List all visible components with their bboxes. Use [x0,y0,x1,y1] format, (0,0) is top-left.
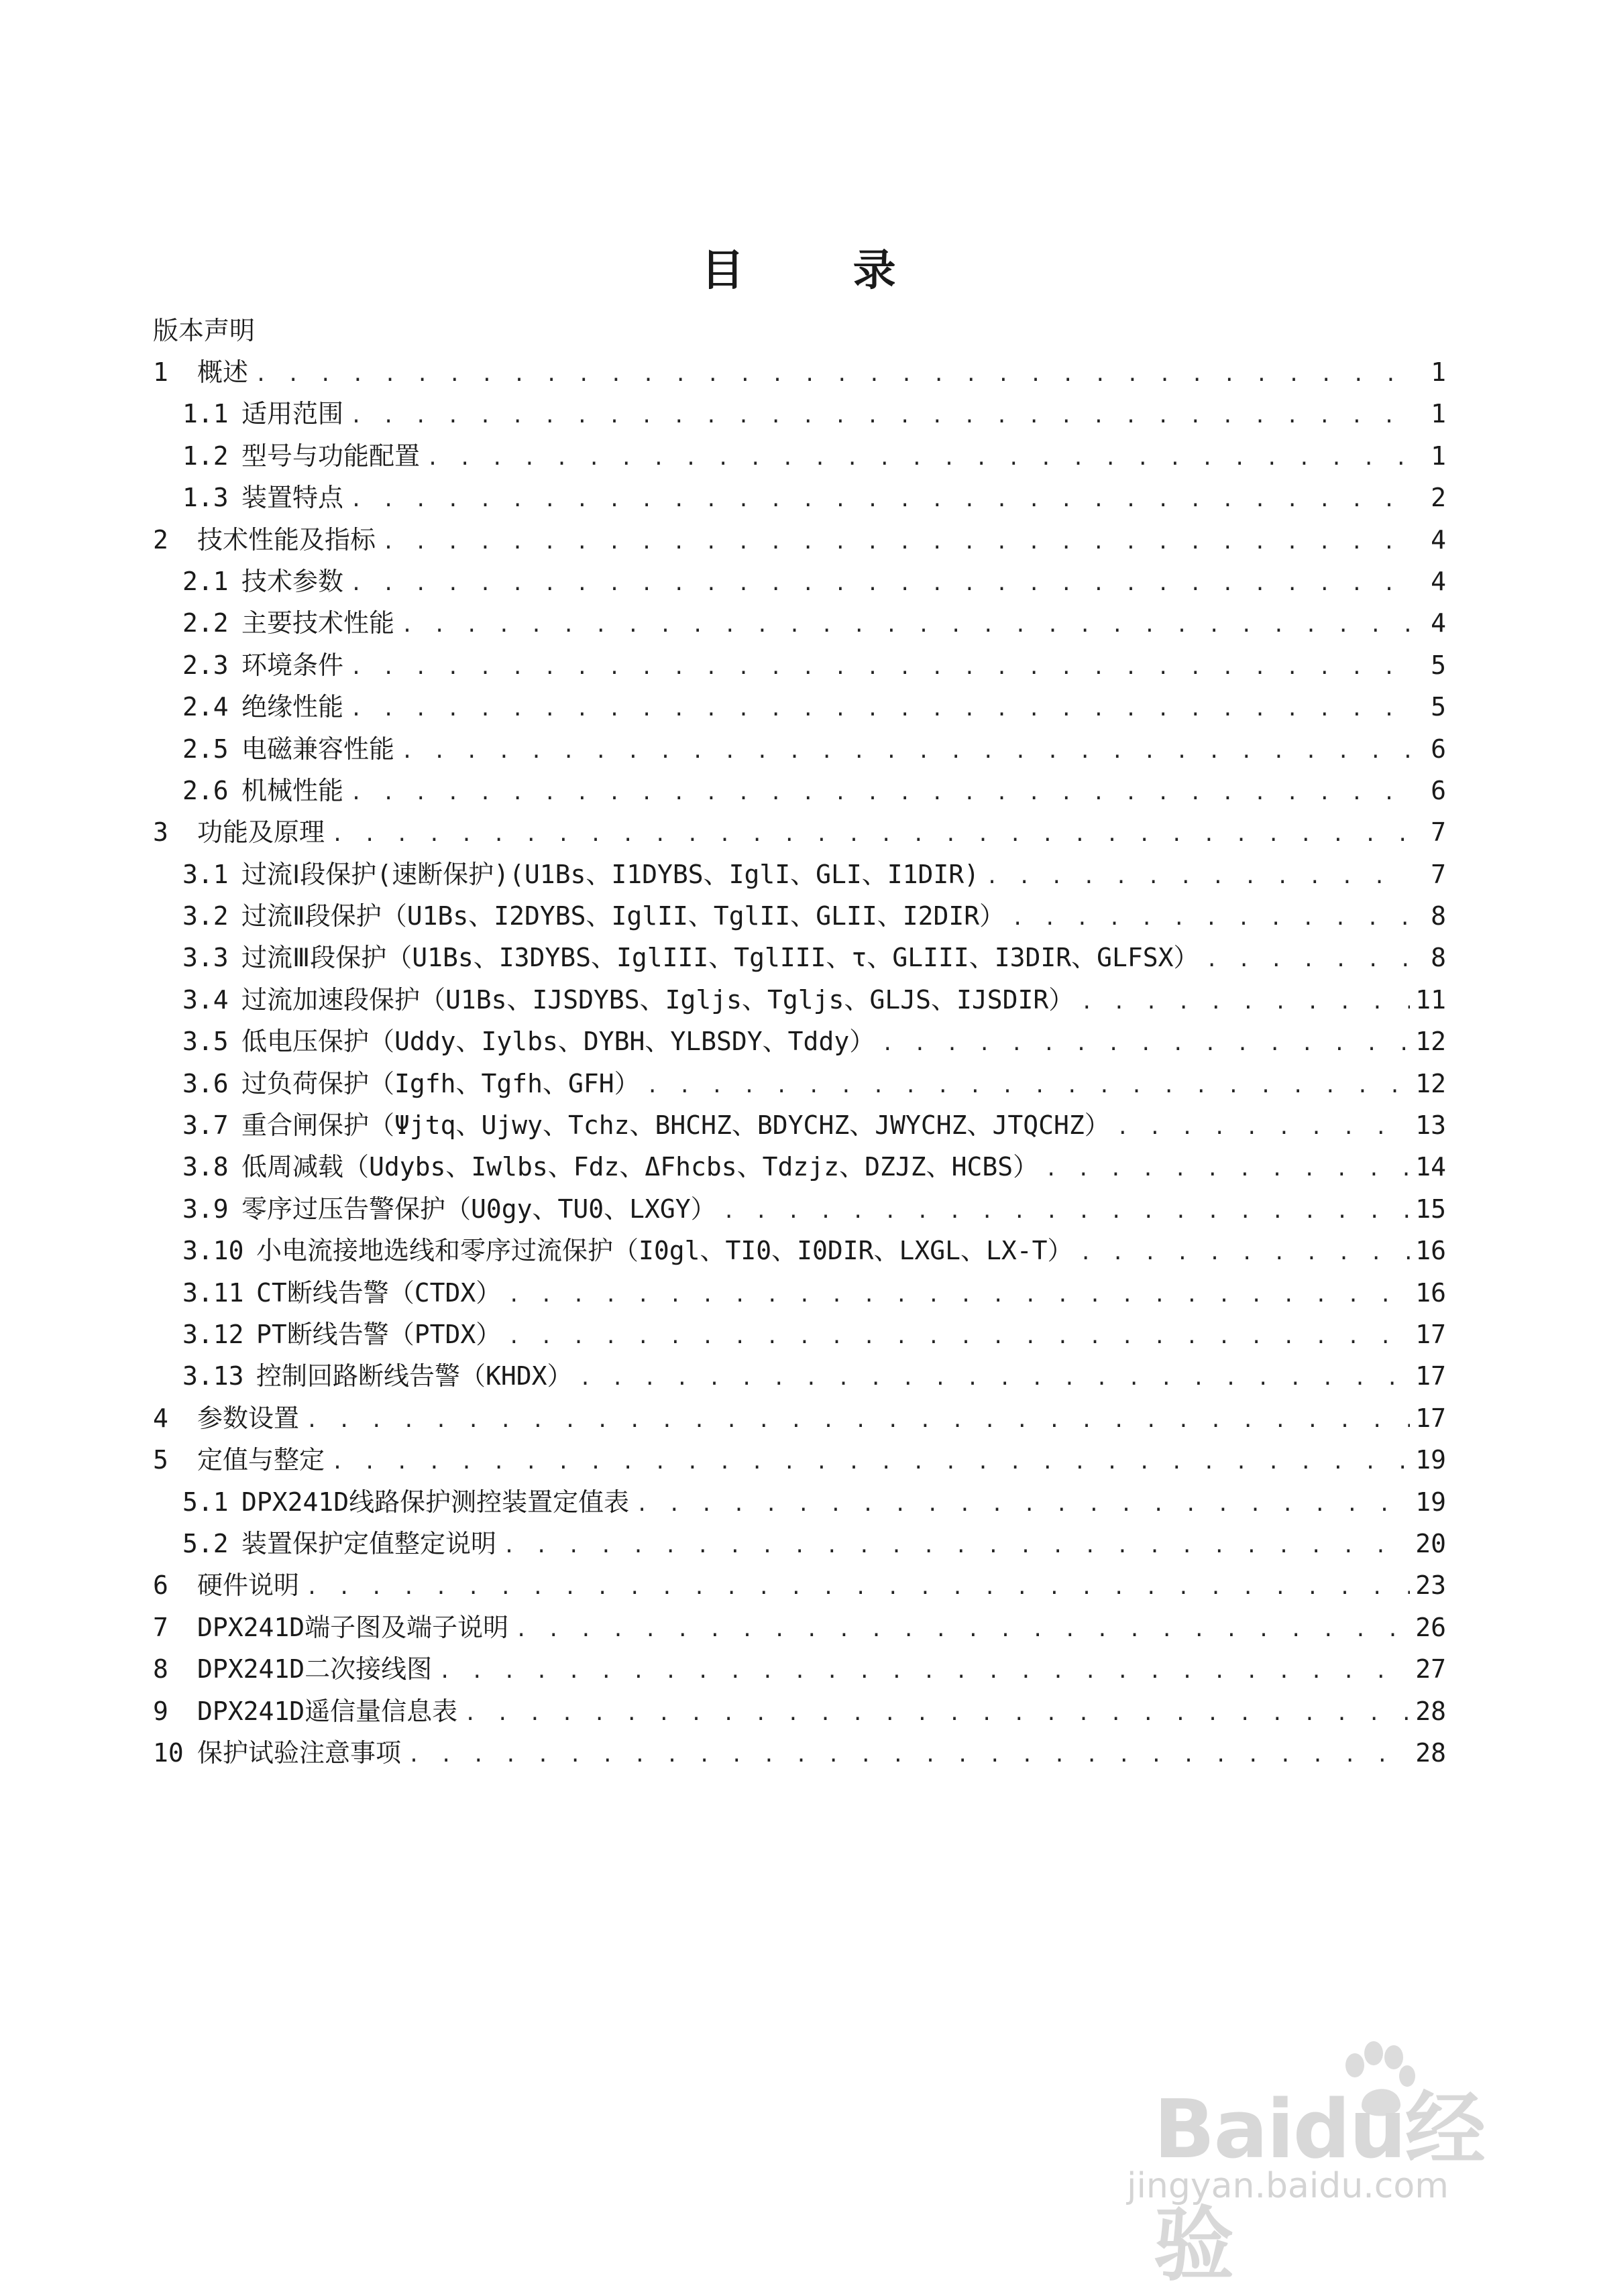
toc-entry-number: 5 [153,1445,168,1475]
toc-entry-label: 环境条件 [241,650,344,680]
toc-leader-dots [350,479,1410,521]
toc-entry-page: 28 [1415,1696,1446,1726]
toc-leader-dots [1080,1232,1410,1274]
toc-entry-page: 4 [1431,608,1446,638]
toc-entry-number: 3.8 [182,1152,229,1182]
toc-leader-dots [306,1400,1410,1442]
toc-entry[interactable] [153,1439,1446,1481]
toc-entry-page: 4 [1431,524,1446,555]
toc-entry-label: DPX241D端子图及端子说明 [197,1612,509,1642]
toc-entry-label: 过流Ⅰ段保护(速断保护)(U1Bs、I1DYBS、IglI、GLI、I1DIR) [241,859,980,889]
toc-entry-label: PT断线告警（PTDX） [256,1319,502,1349]
toc-entry-label: 型号与功能配置 [241,441,421,471]
toc-entry-page: 6 [1431,734,1446,764]
toc-leader-dots [723,1191,1410,1232]
toc-entry-number: 1.1 [182,399,229,429]
toc-entry-label: 零序过压告警保护（U0gy、TU0、LXGY） [241,1194,716,1224]
toc-leader-dots [401,605,1410,646]
toc-entry-page: 27 [1415,1654,1446,1684]
toc-entry[interactable] [153,1021,1446,1062]
toc-entry-number: 1.2 [182,441,229,471]
toc-entry-label: 硬件说明 [197,1570,300,1601]
toc-entry-label: 装置保护定值整定说明 [241,1528,497,1558]
toc-entry-label: 控制回路断线告警（KHDX） [256,1361,573,1391]
toc-leader-dots [331,1442,1410,1483]
page-title: 目 录 [701,246,943,296]
toc-entry-page: 13 [1415,1110,1446,1141]
toc-entry-label: 过流Ⅲ段保护（U1Bs、I3DYBS、IglIII、TglIII、τ、GLIII、I3DIR、GLFSX） [241,943,1199,973]
toc-entry-page: 17 [1415,1403,1446,1433]
watermark [1113,2039,1502,2292]
toc-entry-number: 3.9 [182,1194,229,1224]
toc-leader-dots [636,1484,1410,1526]
toc-entry-number: 2.1 [182,566,229,596]
toc-leader-dots [1081,982,1410,1023]
toc-entry-number: 7 [153,1612,168,1642]
toc-entry-page: 2 [1431,483,1446,513]
toc-leader-dots [255,354,1410,396]
toc-entry-label: 技术性能及指标 [197,524,376,555]
toc-entry[interactable] [153,770,1446,811]
toc-entry[interactable] [153,686,1446,728]
toc-entry-page: 1 [1431,399,1446,429]
toc-preface[interactable]: 版本声明 [153,316,256,345]
toc-entry[interactable] [153,393,1446,435]
toc-entry[interactable] [153,1481,1446,1523]
toc-entry[interactable] [153,937,1446,978]
toc-entry-label: 定值与整定 [197,1445,325,1475]
toc-leader-dots [350,647,1410,689]
toc-entry-label: CT断线告警（CTDX） [256,1277,502,1308]
toc-entry-page: 26 [1415,1612,1446,1642]
toc-entry-number: 5.2 [182,1528,229,1558]
toc-entry-number: 3.13 [182,1361,244,1391]
toc-leader-dots [464,1693,1410,1735]
toc-leader-dots [881,1023,1410,1065]
toc-entry-page: 12 [1415,1068,1446,1098]
toc-entry[interactable] [153,1063,1446,1104]
toc-entry-page: 28 [1415,1737,1446,1768]
toc-entry-page: 15 [1415,1194,1446,1224]
toc-entry[interactable] [153,1104,1446,1146]
toc-entry-number: 3.11 [182,1277,244,1308]
toc-entry-label: 机械性能 [241,775,344,805]
toc-entry[interactable] [153,1146,1446,1188]
toc-entry-label: 绝缘性能 [241,692,344,722]
toc-entry-label: 小电流接地选线和零序过流保护（I0gl、TI0、I0DIR、LXGL、LX-T） [256,1236,1073,1266]
toc-entry-page: 7 [1431,817,1446,848]
toc-entry[interactable] [153,1314,1446,1355]
toc-entry-label: 低电压保护（Uddy、Iylbs、DYBH、YLBSDY、Tddy） [241,1027,875,1057]
toc-entry-page: 19 [1415,1487,1446,1517]
toc-entry[interactable] [153,477,1446,518]
toc-entry-page: 23 [1415,1570,1446,1601]
toc-entry-label: 过流加速段保护（U1Bs、IJSDYBS、Igljs、Tgljs、GLJS、IJSDIR） [241,984,1075,1015]
toc-entry-page: 5 [1431,650,1446,680]
toc-entry-label: 主要技术性能 [241,608,395,638]
toc-entry-label: 过流Ⅱ段保护（U1Bs、I2DYBS、IglII、TglII、GLII、I2DIR） [241,901,1005,931]
toc-leader-dots [503,1526,1410,1567]
toc-entry-page: 20 [1415,1528,1446,1558]
toc-leader-dots [986,856,1410,898]
toc-entry[interactable] [153,811,1446,853]
toc-entry-label: 适用范围 [241,399,344,429]
toc-entry-number: 3.1 [182,859,229,889]
toc-entry-label: 概述 [197,357,249,387]
toc-entry-page: 8 [1431,943,1446,973]
toc-entry-label: 电磁兼容性能 [241,734,395,764]
toc-entry[interactable] [153,1230,1446,1271]
toc-entry[interactable] [153,1690,1446,1732]
toc-entry-label: 技术参数 [241,566,344,596]
toc-leader-dots [1011,898,1410,939]
toc-entry-page: 6 [1431,775,1446,805]
toc-entry[interactable] [153,1523,1446,1564]
toc-entry-label: DPX241D二次接线图 [197,1654,433,1684]
toc-entry-number: 1.3 [182,483,229,513]
toc-entry[interactable] [153,1564,1446,1606]
toc-entry-number: 2.6 [182,775,229,805]
toc-entry-page: 11 [1415,984,1446,1015]
toc-entry-label: 功能及原理 [197,817,325,848]
toc-entry-number: 2.3 [182,650,229,680]
toc-entry[interactable] [153,644,1446,686]
toc-leader-dots [306,1567,1410,1609]
toc-entry[interactable] [153,1188,1446,1230]
toc-entry-label: 过负荷保护（Igfh、Tgfh、GFH） [241,1068,640,1098]
toc-entry[interactable] [153,351,1446,393]
toc-entry-number: 5.1 [182,1487,229,1517]
toc-entry-number: 1 [153,357,168,387]
toc-entry-page: 16 [1415,1277,1446,1308]
toc-entry-number: 9 [153,1696,168,1726]
toc-entry[interactable] [153,895,1446,937]
toc-leader-dots [350,563,1410,605]
toc-leader-dots [647,1066,1410,1107]
toc-entry[interactable] [153,1272,1446,1314]
toc-entry-label: 保护试验注意事项 [197,1737,402,1768]
toc-entry-page: 14 [1415,1152,1446,1182]
toc-entry-page: 4 [1431,566,1446,596]
toc-entry-number: 2.2 [182,608,229,638]
toc-leader-dots [508,1275,1410,1316]
toc-entry[interactable] [153,1648,1446,1690]
toc-leader-dots [580,1358,1410,1399]
toc-entry[interactable] [153,1397,1446,1439]
toc-entry-number: 3.12 [182,1319,244,1349]
toc-leader-dots [350,772,1410,814]
toc-entry[interactable] [153,1607,1446,1648]
toc-leader-dots [331,814,1410,856]
toc-entry[interactable] [153,979,1446,1021]
toc-entry-number: 3.4 [182,984,229,1015]
toc-leader-dots [508,1316,1410,1358]
toc-entry-number: 2.5 [182,734,229,764]
toc-entry-label: DPX241D线路保护测控装置定值表 [241,1487,630,1517]
toc-entry[interactable] [153,1732,1446,1774]
toc-entry-number: 3.7 [182,1110,229,1141]
toc-leader-dots [1117,1107,1410,1149]
watermark-brand: Baidu经验 [1154,2083,1484,2292]
toc-leader-dots [427,438,1410,479]
toc-leader-dots [408,1735,1410,1776]
toc-entry-label: 参数设置 [197,1403,300,1433]
toc-entry[interactable] [153,602,1446,644]
toc-entry-page: 7 [1431,859,1446,889]
toc-entry[interactable] [153,854,1446,895]
toc-leader-dots [1206,939,1410,981]
watermark-url: jingyan.baidu.com [1127,2166,1449,2206]
toc-entry-number: 4 [153,1403,168,1433]
toc-entry-number: 3.3 [182,943,229,973]
toc-entry-number: 3.2 [182,901,229,931]
toc-entry[interactable] [153,561,1446,602]
toc-leader-dots [401,731,1410,772]
toc-leader-dots [350,689,1410,730]
toc-entry-number: 2.4 [182,692,229,722]
toc-entry-page: 19 [1415,1445,1446,1475]
toc-entry-number: 10 [153,1737,184,1768]
toc-entry-number: 3.10 [182,1236,244,1266]
toc-entry-page: 8 [1431,901,1446,931]
toc-entry-number: 3.6 [182,1068,229,1098]
toc-entry-number: 6 [153,1570,168,1601]
toc-leader-dots [1045,1149,1410,1190]
toc-entry[interactable] [153,728,1446,770]
toc-entry-page: 16 [1415,1236,1446,1266]
toc-entry-page: 1 [1431,357,1446,387]
toc-leader-dots [382,522,1410,563]
toc-entry-label: 重合闸保护（Ψjtq、Ujwy、Tchz、BHCHZ、BDYCHZ、JWYCHZ、JTQCHZ） [241,1110,1110,1141]
toc-entry-number: 2 [153,524,168,555]
toc-entry[interactable] [153,1355,1446,1397]
toc-entry-label: 装置特点 [241,483,344,513]
toc-entry-number: 8 [153,1654,168,1684]
table-of-contents [153,310,1446,1774]
toc-entry-page: 17 [1415,1319,1446,1349]
toc-list [153,351,1446,1774]
toc-entry-label: 低周减载（Udybs、Iwlbs、Fdz、ΔFhcbs、Tdzjz、DZJZ、HCBS） [241,1152,1039,1182]
toc-entry-page: 1 [1431,441,1446,471]
toc-leader-dots [515,1609,1410,1651]
toc-entry-number: 3.5 [182,1027,229,1057]
toc-entry[interactable] [153,519,1446,561]
toc-leader-dots [350,396,1410,437]
toc-entry-page: 12 [1415,1027,1446,1057]
toc-entry-number: 3 [153,817,168,848]
toc-entry-page: 17 [1415,1361,1446,1391]
toc-entry-page: 5 [1431,692,1446,722]
toc-entry[interactable] [153,435,1446,477]
toc-leader-dots [439,1651,1410,1692]
toc-entry-label: DPX241D遥信量信息表 [197,1696,458,1726]
